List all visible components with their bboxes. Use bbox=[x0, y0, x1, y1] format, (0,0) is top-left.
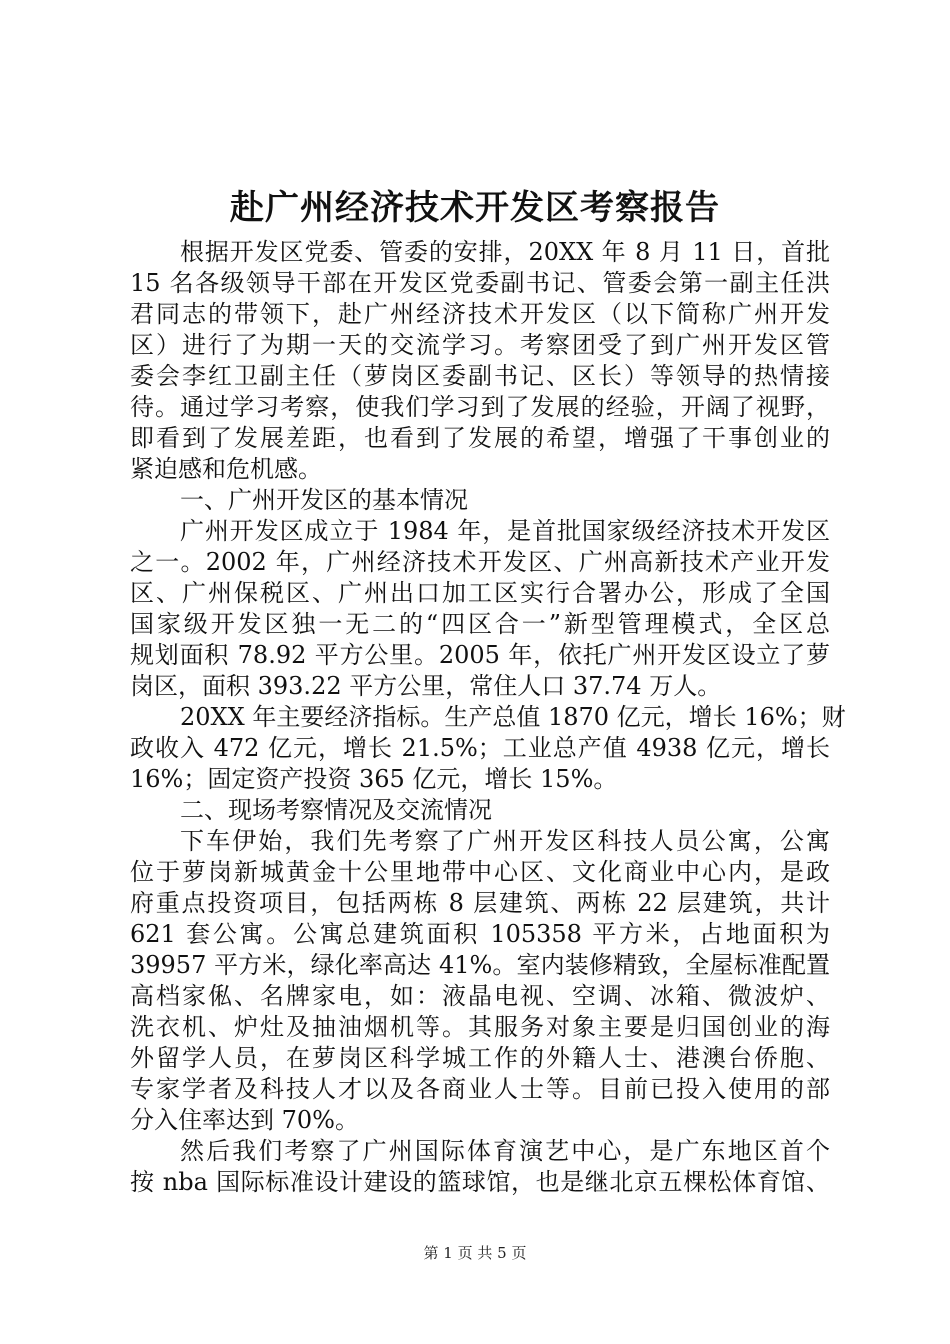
text-line: 洗衣机、炉灶及抽油烟机等。其服务对象主要是归国创业的海 bbox=[130, 1013, 830, 1041]
text-line: 15 名各级领导干部在开发区党委副书记、管委会第一副主任洪 bbox=[130, 269, 830, 297]
text-line: 高档家俬、名牌家电，如：液晶电视、空调、冰箱、微波炉、 bbox=[130, 982, 830, 1010]
text-line: 之一。2002 年，广州经济技术开发区、广州高新技术产业开发 bbox=[130, 548, 830, 576]
text-line: 39957 平方米，绿化率高达 41%。室内装修精致，全屋标准配置 bbox=[130, 951, 830, 979]
text-line: 紧迫感和危机感。 bbox=[130, 455, 322, 483]
section-heading: 一、广州开发区的基本情况 bbox=[180, 486, 468, 514]
text-line: 分入住率达到 70%。 bbox=[130, 1106, 359, 1134]
section-heading: 二、现场考察情况及交流情况 bbox=[180, 796, 492, 824]
text-line: 府重点投资项目，包括两栋 8 层建筑、两栋 22 层建筑，共计 bbox=[130, 889, 830, 917]
text-line: 根据开发区党委、管委的安排，20XX 年 8 月 11 日，首批 bbox=[180, 238, 830, 266]
text-line: 按 nba 国际标准设计建设的篮球馆，也是继北京五棵松体育馆、 bbox=[130, 1168, 830, 1196]
text-line: 待。通过学习考察，使我们学习到了发展的经验，开阔了视野， bbox=[130, 393, 830, 421]
text-line: 规划面积 78.92 平方公里。2005 年，依托广州开发区设立了萝 bbox=[130, 641, 830, 669]
text-line: 君同志的带领下，赴广州经济技术开发区（以下简称广州开发 bbox=[130, 300, 830, 328]
text-line: 16%；固定资产投资 365 亿元，增长 15%。 bbox=[130, 765, 618, 793]
text-line: 20XX 年主要经济指标。生产总值 1870 亿元，增长 16%；财 bbox=[180, 703, 846, 731]
document-title: 赴广州经济技术开发区考察报告 bbox=[230, 188, 720, 228]
document-body bbox=[130, 237, 846, 1198]
text-line: 即看到了发展差距，也看到了发展的希望，增强了干事创业的 bbox=[130, 424, 830, 452]
page-number-footer: 第 1 页 共 5 页 bbox=[423, 1244, 527, 1262]
text-line: 国家级开发区独一无二的“四区合一”新型管理模式，全区总 bbox=[130, 610, 830, 638]
text-line: 下车伊始，我们先考察了广州开发区科技人员公寓，公寓 bbox=[180, 827, 830, 855]
text-line: 委会李红卫副主任（萝岗区委副书记、区长）等领导的热情接 bbox=[130, 362, 830, 390]
text-line: 然后我们考察了广州国际体育演艺中心，是广东地区首个 bbox=[180, 1137, 830, 1165]
text-line: 外留学人员，在萝岗区科学城工作的外籍人士、港澳台侨胞、 bbox=[130, 1044, 830, 1072]
text-line: 专家学者及科技人才以及各商业人士等。目前已投入使用的部 bbox=[130, 1075, 830, 1103]
text-line: 621 套公寓。公寓总建筑面积 105358 平方米，占地面积为 bbox=[130, 920, 830, 948]
text-line: 岗区，面积 393.22 平方公里，常住人口 37.74 万人。 bbox=[130, 672, 722, 700]
text-line: 区、广州保税区、广州出口加工区实行合署办公，形成了全国 bbox=[130, 579, 830, 607]
text-line: 政收入 472 亿元，增长 21.5%；工业总产值 4938 亿元，增长 bbox=[130, 734, 830, 762]
text-line: 区）进行了为期一天的交流学习。考察团受了到广州开发区管 bbox=[130, 331, 830, 359]
text-line: 位于萝岗新城黄金十公里地带中心区、文化商业中心内，是政 bbox=[130, 858, 830, 886]
text-line: 广州开发区成立于 1984 年，是首批国家级经济技术开发区 bbox=[180, 517, 830, 545]
